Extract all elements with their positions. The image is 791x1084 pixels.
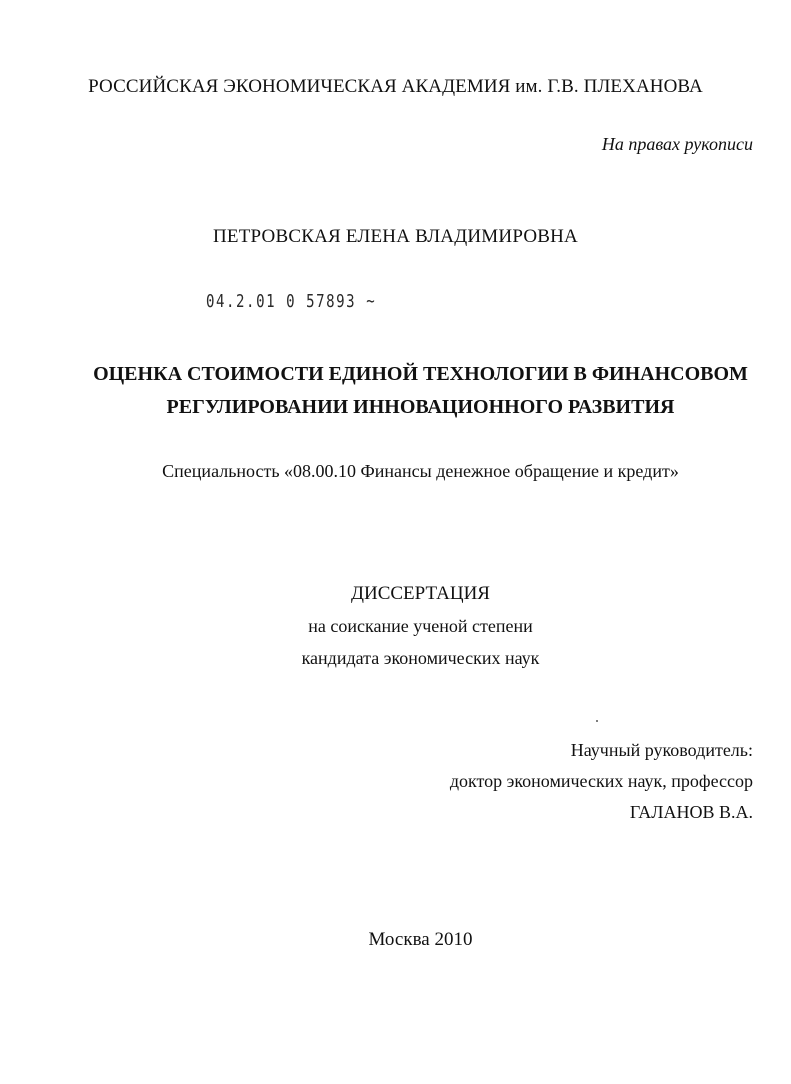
city-year: Москва 2010 xyxy=(368,929,473,950)
scan-speck xyxy=(596,720,598,722)
manuscript-note: На правах рукописи xyxy=(601,134,753,154)
specialty: Специальность «08.00.10 Финансы денежное обращение и кредит» xyxy=(162,461,679,481)
supervisor-label: Научный руководитель: xyxy=(570,740,753,760)
registry-stamp: 04.2.01 0 57893 ~ xyxy=(206,291,377,312)
supervisor-credentials: доктор экономических наук, профессор xyxy=(449,771,753,791)
dissertation-title-line-1: ОЦЕНКА СТОИМОСТИ ЕДИНОЙ ТЕХНОЛОГИИ В ФИНАНСОВОМ xyxy=(93,363,748,385)
degree-line-1: на соискание ученой степени xyxy=(308,616,533,636)
degree-line-2: кандидата экономических наук xyxy=(301,648,540,668)
document-type: ДИССЕРТАЦИЯ xyxy=(351,583,490,604)
institution-name: РОССИЙСКАЯ ЭКОНОМИЧЕСКАЯ АКАДЕМИЯ им. Г.В. ПЛЕХАНОВА xyxy=(88,76,703,97)
dissertation-title-line-2: РЕГУЛИРОВАНИИ ИННОВАЦИОННОГО РАЗВИТИЯ xyxy=(166,396,675,418)
supervisor-name: ГАЛАНОВ В.А. xyxy=(629,802,753,822)
author-name: ПЕТРОВСКАЯ ЕЛЕНА ВЛАДИМИРОВНА xyxy=(213,226,578,247)
